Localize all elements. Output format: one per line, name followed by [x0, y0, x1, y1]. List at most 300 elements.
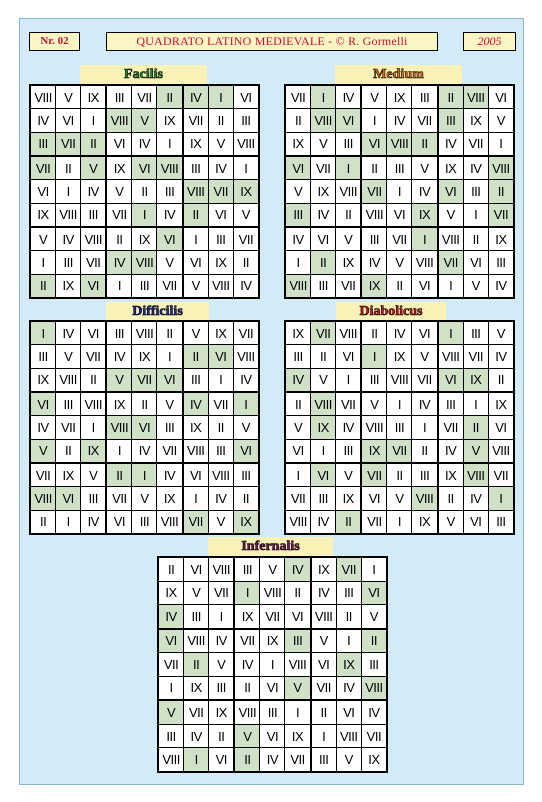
grid-cell: VII	[285, 487, 311, 510]
grid-cell: VIII	[387, 368, 412, 392]
grid-cell: II	[30, 274, 56, 298]
grid-cell: IV	[209, 629, 235, 653]
grid-cell: VI	[285, 156, 311, 180]
grid-cell: III	[106, 321, 132, 345]
grid-cell: V	[158, 700, 184, 724]
grid-cell: IX	[463, 109, 488, 132]
grid-cell: VII	[157, 274, 183, 298]
grid-cell: II	[285, 581, 311, 604]
grid-cell: IV	[233, 274, 259, 298]
grid-cell: VI	[361, 132, 387, 156]
grid-cell: I	[438, 321, 464, 345]
grid-cell: VI	[233, 85, 259, 109]
grid-cell: IV	[361, 700, 387, 724]
grid-cell: III	[336, 439, 362, 463]
grid-cell: VIII	[311, 605, 337, 629]
grid-cell: V	[387, 487, 412, 510]
grid-cell: VII	[336, 392, 362, 416]
grid-cell: I	[336, 368, 362, 392]
grid-cell: I	[488, 487, 514, 510]
grid-cell: II	[209, 724, 235, 747]
grid-cell: IV	[311, 203, 336, 227]
grid-cell: VII	[387, 227, 412, 251]
grid-cell: VIII	[234, 700, 260, 724]
grid-cell: IX	[30, 203, 56, 227]
grid-cell: II	[234, 748, 260, 772]
grid-cell: I	[208, 368, 233, 392]
grid-cell: VIII	[183, 439, 209, 463]
grid-cell: V	[438, 510, 464, 534]
grid-cell: III	[412, 85, 438, 109]
grid-cell: IV	[132, 439, 157, 463]
grid-cell: III	[158, 724, 184, 747]
grid-cell: II	[336, 510, 362, 534]
grid-cell: VI	[488, 85, 514, 109]
grid-cell: VI	[106, 132, 132, 156]
grid-cell: V	[56, 345, 81, 368]
grid-cell: IX	[184, 676, 209, 700]
grid-cell: IX	[233, 510, 259, 534]
grid-cell: V	[157, 392, 183, 416]
grid-cell: III	[157, 180, 183, 203]
grid-cell: V	[208, 132, 233, 156]
grid-cell: I	[183, 227, 209, 251]
grid-cell: IV	[412, 180, 438, 203]
grid-cell: III	[311, 748, 337, 772]
grid-cell: IV	[260, 748, 285, 772]
grid-cell: V	[81, 463, 107, 487]
grid-cell: VII	[488, 203, 514, 227]
grid-row	[285, 132, 514, 156]
grid-cell: VI	[438, 368, 464, 392]
grid-cell: VI	[336, 345, 362, 368]
grid-row	[285, 85, 514, 109]
grid-cell: VI	[488, 416, 514, 439]
grid-cell: VI	[132, 156, 157, 180]
grid-cell: I	[488, 132, 514, 156]
grid-cell: II	[81, 368, 107, 392]
grid-cell: I	[463, 203, 488, 227]
grid-cell: I	[412, 227, 438, 251]
grid-cell: VII	[311, 156, 336, 180]
grid-cell: VI	[311, 653, 337, 676]
grid-cell: VI	[30, 180, 56, 203]
grid-cell: VIII	[488, 156, 514, 180]
grid-cell: VII	[158, 653, 184, 676]
grid-cell: III	[361, 653, 387, 676]
grid-row	[158, 676, 387, 700]
grid-cell: III	[260, 700, 285, 724]
grid-cell: VIII	[488, 439, 514, 463]
grid-cell: V	[157, 251, 183, 274]
grid-row	[30, 132, 259, 156]
grid-cell: III	[488, 510, 514, 534]
grid-cell: IV	[158, 605, 184, 629]
grid-cell: V	[387, 251, 412, 274]
grid-cell: VII	[81, 251, 107, 274]
grid-cell: VIII	[81, 227, 107, 251]
grid-cell: IV	[336, 85, 362, 109]
grid-cell: IV	[361, 251, 387, 274]
grid-cell: II	[361, 156, 387, 180]
grid-cell: III	[387, 416, 412, 439]
grid-cell: VIII	[412, 487, 438, 510]
grid-cell: IX	[285, 724, 311, 747]
grid-row	[285, 321, 514, 345]
grid-cell: VII	[208, 180, 233, 203]
grid-cell: VIII	[336, 321, 362, 345]
grid-cell: I	[233, 156, 259, 180]
grid-row	[285, 463, 514, 487]
grid-row	[30, 439, 259, 463]
grid-cell: I	[106, 439, 132, 463]
grid-cell: IV	[336, 676, 361, 700]
grid-row	[30, 321, 259, 345]
grid-cell: III	[106, 85, 132, 109]
grid-cell: VIII	[157, 156, 183, 180]
grid-cell: III	[81, 487, 107, 510]
grid-cell: IX	[209, 700, 235, 724]
grid-cell: IV	[157, 203, 183, 227]
grid-cell: IX	[183, 132, 209, 156]
grid-cell: VIII	[208, 463, 233, 487]
grid-cell: VI	[412, 274, 438, 298]
grid-cell: III	[336, 581, 361, 604]
grid-cell: III	[387, 156, 412, 180]
grid-cell: III	[234, 557, 260, 581]
grid-cell: VIII	[438, 345, 464, 368]
grid-row	[285, 368, 514, 392]
grid-cell: III	[30, 132, 56, 156]
grid-cell: VII	[233, 321, 259, 345]
grid-cell: VI	[260, 724, 285, 747]
grid-row	[158, 653, 387, 676]
grid-cell: V	[336, 463, 362, 487]
grid-cell: VII	[132, 368, 157, 392]
grid-cell: I	[56, 180, 81, 203]
grid-cell: I	[132, 203, 157, 227]
grid-cell: IV	[106, 345, 132, 368]
grid-cell: VIII	[463, 85, 488, 109]
grid-cell: VIII	[30, 487, 56, 510]
grid-cell: VI	[463, 251, 488, 274]
grid-cell: V	[106, 368, 132, 392]
grid-cell: VI	[336, 700, 361, 724]
grid-infernalis	[157, 556, 388, 773]
grid-cell: IV	[208, 487, 233, 510]
grid-cell: VII	[336, 557, 361, 581]
grid-cell: I	[132, 463, 157, 487]
grid-row	[30, 227, 259, 251]
grid-cell: VI	[184, 557, 209, 581]
grid-cell: VIII	[361, 203, 387, 227]
grid-cell: IX	[260, 629, 285, 653]
grid-cell: VIII	[30, 85, 56, 109]
grid-cell: II	[285, 392, 311, 416]
grid-cell: II	[208, 109, 233, 132]
grid-cell: VII	[81, 345, 107, 368]
grid-cell: I	[387, 392, 412, 416]
grid-row	[30, 85, 259, 109]
grid-row	[30, 251, 259, 274]
grid-cell: II	[438, 85, 464, 109]
grid-cell: II	[387, 463, 412, 487]
grid-cell: V	[311, 629, 337, 653]
grid-cell: III	[56, 392, 81, 416]
grid-cell: VIII	[412, 251, 438, 274]
grid-cell: VII	[30, 156, 56, 180]
grid-cell: IV	[208, 156, 233, 180]
grid-cell: VII	[463, 345, 488, 368]
grid-cell: I	[208, 85, 233, 109]
grid-cell: V	[488, 109, 514, 132]
grid-cell: IX	[157, 109, 183, 132]
grid-cell: IX	[233, 180, 259, 203]
grid-cell: III	[361, 227, 387, 251]
grid-cell: VII	[438, 251, 464, 274]
grid-cell: VII	[438, 416, 464, 439]
grid-cell: I	[234, 581, 260, 604]
grid-cell: II	[412, 132, 438, 156]
grid-cell: VI	[260, 676, 285, 700]
grid-cell: VIII	[438, 227, 464, 251]
grid-cell: VII	[209, 581, 235, 604]
grid-cell: IX	[361, 274, 387, 298]
puzzle-number: Nr. 02	[29, 32, 80, 51]
grid-cell: II	[336, 605, 361, 629]
grid-cell: II	[336, 203, 362, 227]
grid-cell: VIII	[233, 345, 259, 368]
grid-cell: II	[158, 557, 184, 581]
grid-cell: IX	[132, 227, 157, 251]
grid-cell: IV	[285, 227, 311, 251]
grid-cell: VIII	[336, 724, 361, 747]
grid-facilis	[29, 84, 260, 299]
grid-cell: I	[233, 392, 259, 416]
grid-row	[30, 345, 259, 368]
grid-cell: IV	[488, 274, 514, 298]
grid-cell: IX	[488, 392, 514, 416]
grid-cell: IX	[183, 416, 209, 439]
grid-row	[30, 109, 259, 132]
grid-cell: III	[30, 345, 56, 368]
grid-cell: IV	[311, 510, 336, 534]
grid-cell: II	[157, 85, 183, 109]
grid-cell: VII	[157, 439, 183, 463]
grid-cell: II	[183, 345, 209, 368]
grid-row	[285, 274, 514, 298]
grid-cell: VI	[106, 510, 132, 534]
grid-cell: VII	[311, 321, 336, 345]
grid-cell: VI	[361, 581, 387, 604]
grid-cell: VI	[463, 510, 488, 534]
grid-cell: VIII	[106, 109, 132, 132]
grid-cell: VII	[183, 109, 209, 132]
grid-cell: V	[56, 85, 81, 109]
grid-cell: I	[158, 676, 184, 700]
grid-cell: V	[184, 581, 209, 604]
grid-cell: V	[260, 557, 285, 581]
grid-cell: IX	[81, 85, 107, 109]
label-difficilis: Difficilis	[106, 302, 209, 321]
grid-cell: I	[81, 416, 107, 439]
grid-medium	[284, 84, 515, 299]
grid-cell: II	[183, 203, 209, 227]
grid-cell: III	[132, 510, 157, 534]
grid-cell: II	[488, 180, 514, 203]
grid-cell: IV	[132, 132, 157, 156]
grid-cell: VIII	[184, 629, 209, 653]
grid-cell: IX	[158, 581, 184, 604]
grid-row	[158, 748, 387, 772]
grid-cell: VI	[183, 463, 209, 487]
grid-cell: II	[311, 251, 336, 274]
grid-cell: VII	[234, 629, 260, 653]
grid-cell: VI	[208, 203, 233, 227]
grid-cell: VII	[260, 605, 285, 629]
grid-row	[285, 203, 514, 227]
grid-cell: V	[336, 748, 361, 772]
grid-cell: V	[233, 416, 259, 439]
grid-cell: IX	[106, 156, 132, 180]
grid-cell: VI	[311, 463, 336, 487]
grid-cell: IX	[311, 557, 337, 581]
sheet-year: 2005	[463, 32, 516, 51]
grid-cell: I	[387, 180, 412, 203]
grid-cell: III	[285, 345, 311, 368]
grid-cell: VIII	[132, 251, 157, 274]
grid-cell: II	[157, 321, 183, 345]
grid-row	[30, 392, 259, 416]
grid-cell: I	[311, 724, 337, 747]
grid-cell: II	[412, 439, 438, 463]
grid-cell: VII	[233, 227, 259, 251]
grid-cell: V	[132, 487, 157, 510]
label-medium: Medium	[335, 65, 462, 84]
grid-cell: VI	[56, 109, 81, 132]
grid-cell: IX	[336, 251, 362, 274]
grid-cell: II	[463, 227, 488, 251]
grid-cell: VI	[285, 439, 311, 463]
grid-cell: VI	[56, 487, 81, 510]
grid-cell: VIII	[285, 510, 311, 534]
grid-cell: VIII	[158, 748, 184, 772]
grid-cell: V	[209, 653, 235, 676]
grid-cell: II	[30, 510, 56, 534]
grid-cell: VII	[184, 700, 209, 724]
grid-cell: IX	[412, 510, 438, 534]
grid-cell: IX	[311, 416, 336, 439]
grid-row	[158, 605, 387, 629]
sheet-title: QUADRATO LATINO MEDIEVALE - © R. Gormelli	[106, 32, 438, 51]
grid-cell: IV	[387, 109, 412, 132]
grid-cell: IX	[463, 368, 488, 392]
grid-cell: V	[285, 416, 311, 439]
grid-cell: IX	[81, 439, 107, 463]
grid-cell: II	[132, 180, 157, 203]
grid-cell: VII	[412, 368, 438, 392]
grid-row	[285, 251, 514, 274]
grid-cell: I	[361, 557, 387, 581]
grid-cell: I	[184, 748, 209, 772]
grid-cell: I	[412, 416, 438, 439]
grid-cell: IV	[463, 156, 488, 180]
grid-cell: VII	[285, 748, 311, 772]
grid-cell: VIII	[81, 392, 107, 416]
grid-cell: V	[285, 676, 311, 700]
grid-cell: IV	[438, 439, 464, 463]
grid-cell: III	[438, 392, 464, 416]
grid-cell: V	[361, 85, 387, 109]
grid-cell: III	[438, 109, 464, 132]
grid-cell: VII	[412, 109, 438, 132]
grid-cell: III	[285, 203, 311, 227]
puzzle-sheet	[19, 18, 524, 785]
grid-cell: III	[183, 368, 209, 392]
grid-cell: VII	[488, 463, 514, 487]
grid-cell: V	[30, 227, 56, 251]
grid-cell: IX	[361, 748, 387, 772]
grid-cell: IV	[387, 321, 412, 345]
grid-cell: IV	[438, 132, 464, 156]
grid-cell: VII	[208, 392, 233, 416]
grid-cell: VII	[387, 439, 412, 463]
grid-cell: III	[463, 180, 488, 203]
grid-cell: I	[56, 510, 81, 534]
grid-cell: IX	[56, 274, 81, 298]
grid-cell: IX	[208, 321, 233, 345]
grid-cell: I	[438, 274, 464, 298]
grid-row	[285, 439, 514, 463]
grid-cell: III	[233, 463, 259, 487]
grid-cell: VI	[157, 227, 183, 251]
grid-cell: IV	[81, 180, 107, 203]
grid-row	[158, 724, 387, 747]
grid-cell: II	[208, 416, 233, 439]
grid-cell: II	[56, 156, 81, 180]
grid-cell: II	[488, 368, 514, 392]
grid-cell: II	[132, 392, 157, 416]
grid-cell: I	[260, 653, 285, 676]
grid-cell: IX	[387, 85, 412, 109]
grid-cell: VIII	[106, 416, 132, 439]
grid-row	[30, 487, 259, 510]
grid-cell: I	[157, 132, 183, 156]
grid-cell: VII	[336, 274, 362, 298]
grid-difficilis	[29, 320, 260, 535]
grid-cell: VI	[208, 345, 233, 368]
grid-cell: VIII	[463, 463, 488, 487]
grid-cell: VI	[311, 227, 336, 251]
grid-cell: I	[463, 392, 488, 416]
grid-cell: VI	[233, 439, 259, 463]
grid-cell: V	[311, 368, 336, 392]
grid-cell: III	[361, 368, 387, 392]
grid-cell: IV	[56, 321, 81, 345]
grid-cell: V	[285, 180, 311, 203]
grid-cell: V	[412, 156, 438, 180]
grid-cell: IX	[106, 392, 132, 416]
grid-cell: IV	[106, 251, 132, 274]
grid-cell: IX	[488, 227, 514, 251]
grid-cell: VI	[336, 109, 362, 132]
grid-cell: I	[336, 629, 361, 653]
grid-cell: V	[463, 274, 488, 298]
grid-cell: II	[81, 132, 107, 156]
grid-cell: VII	[106, 487, 132, 510]
grid-row	[285, 416, 514, 439]
grid-cell: VIII	[157, 510, 183, 534]
